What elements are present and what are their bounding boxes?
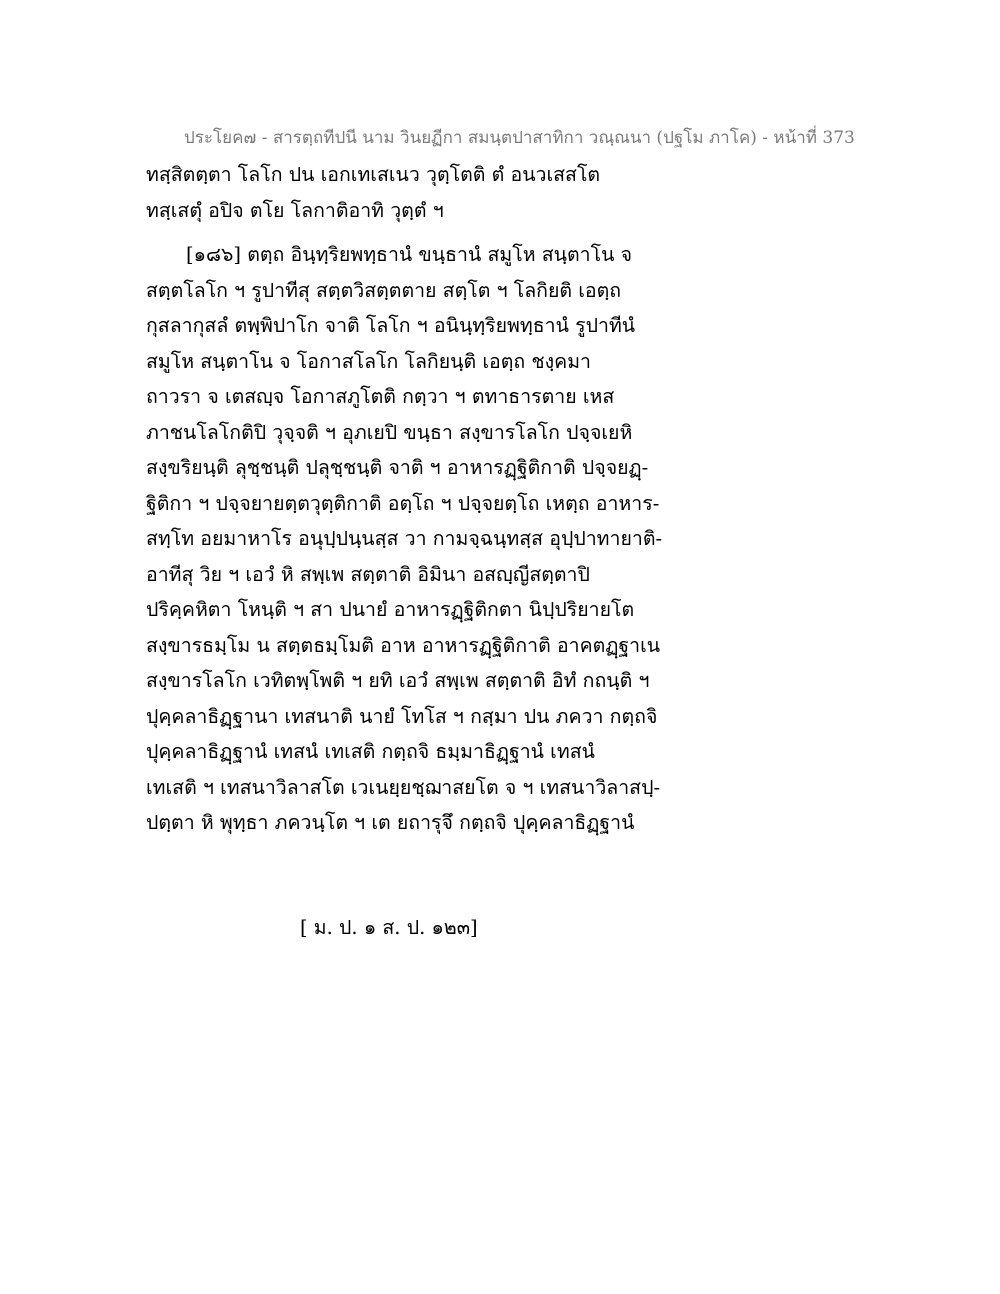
text-line: กุสลากุสลํ ตพฺพิปาโก จาติ โลโก ฯ อนินฺทฺริยพทฺธานํ รูปาทีนํ — [146, 314, 636, 337]
text-line: ทสฺเสตุํ อปิจ ตโย โลกาติอาทิ วุตฺตํ ฯ — [146, 198, 444, 222]
running-header: ประโยค๗ - สารตฺถทีปนี นาม วินยฏีกา สมนฺตปาสาทิกา วณฺณนา (ปฐโม ภาโค) - หน้าที่ 373 — [184, 128, 855, 148]
text-line: ปริคฺคหิตา โหนฺติ ฯ สา ปนายํ อาหารฏฺฐิติกตา นิปฺปริยายโต — [146, 598, 635, 621]
text-line: สมูโห สนฺตาโน จ โอกาสโลโก โลกิยนฺติ เอตฺถ ชงฺคมา — [146, 349, 591, 373]
text-line: ถาวรา จ เตสญฺจ โอกาสภูโตติ กตฺวา ฯ ตทาธารตาย เหส — [146, 385, 615, 408]
text-line: ฐิติกา ฯ ปจฺจยายตฺตวุตฺติกาติ อตฺโถ ฯ ปจฺจยตฺโถ เหตฺถ อาหาร- — [146, 491, 660, 515]
text-line: สงฺขริยนฺติ ลุชฺชนฺติ ปลุชฺชนฺติ จาติ ฯ อาหารฏฺฐิติกาติ ปจฺจยฏฺ- — [146, 456, 649, 479]
text-line: สงฺขารธมฺโม น สตฺตธมฺโมติ อาห อาหารฏฺฐิติกาติ อาคตฏฺฐาเน — [146, 633, 661, 657]
text-line: ปตฺตา หิ พุทฺธา ภควนฺโต ฯ เต ยถารุจึ กตฺถจิ ปุคฺคลาธิฏฺฐานํ — [146, 811, 635, 834]
text-line: ปุคฺคลาธิฏฺฐานํ เทสนํ เทเสติ กตฺถจิ ธมฺมาธิฏฺฐานํ เทสนํ — [146, 740, 595, 763]
body-text — [146, 157, 666, 841]
text-line: ภาชนโลโกติปิ วุจฺจติ ฯ อุภเยปิ ขนฺธา สงฺขารโลโก ปจฺจเยหิ — [146, 420, 633, 444]
text-line: สงฺขารโลโก เวทิตพฺโพติ ฯ ยทิ เอวํ สพฺเพ สตฺตาติ อิทํ กถนฺติ ฯ — [146, 669, 650, 692]
text-line: ปุคฺคลาธิฏฺฐานา เทสนาติ นายํ โทโส ฯ กสฺมา ปน ภควา กตฺถจิ — [146, 704, 658, 728]
text-line: ทสฺสิตตฺตา โลโก ปน เอกเทเสเนว วุตฺโตติ ตํ อนวเสสโต — [146, 163, 601, 186]
paragraph-start-line: [๑๘๖] ตตฺถ อินฺทฺริยพทฺธานํ ขนฺธานํ สมูโห สนฺตาโน จ — [186, 243, 633, 266]
text-line: อาทีสุ วิย ฯ เอวํ หิ สพฺเพ สตฺตาติ อิมินา อสญฺญีสตฺตาปิ — [146, 562, 590, 586]
text-line: สทฺโท อยมาหาโร อนุปฺปนฺนสฺส วา กามจฺฉนฺทสฺส อุปฺปาทายาติ- — [146, 527, 663, 550]
text-line: เทเสติ ฯ เทสนาวิลาสโต เวเนยฺยชฺฌาสยโต จ ฯ เทสนาวิลาสปฺ- — [146, 775, 661, 799]
text-line: สตฺตโลโก ฯ รูปาทีสุ สตฺตวิสตฺตตาย สตฺโต ฯ โลกิยติ เอตฺถ — [146, 278, 622, 302]
footnote-reference: [ ม. ป. ๑ ส. ป. ๑๒๓] — [300, 916, 478, 939]
